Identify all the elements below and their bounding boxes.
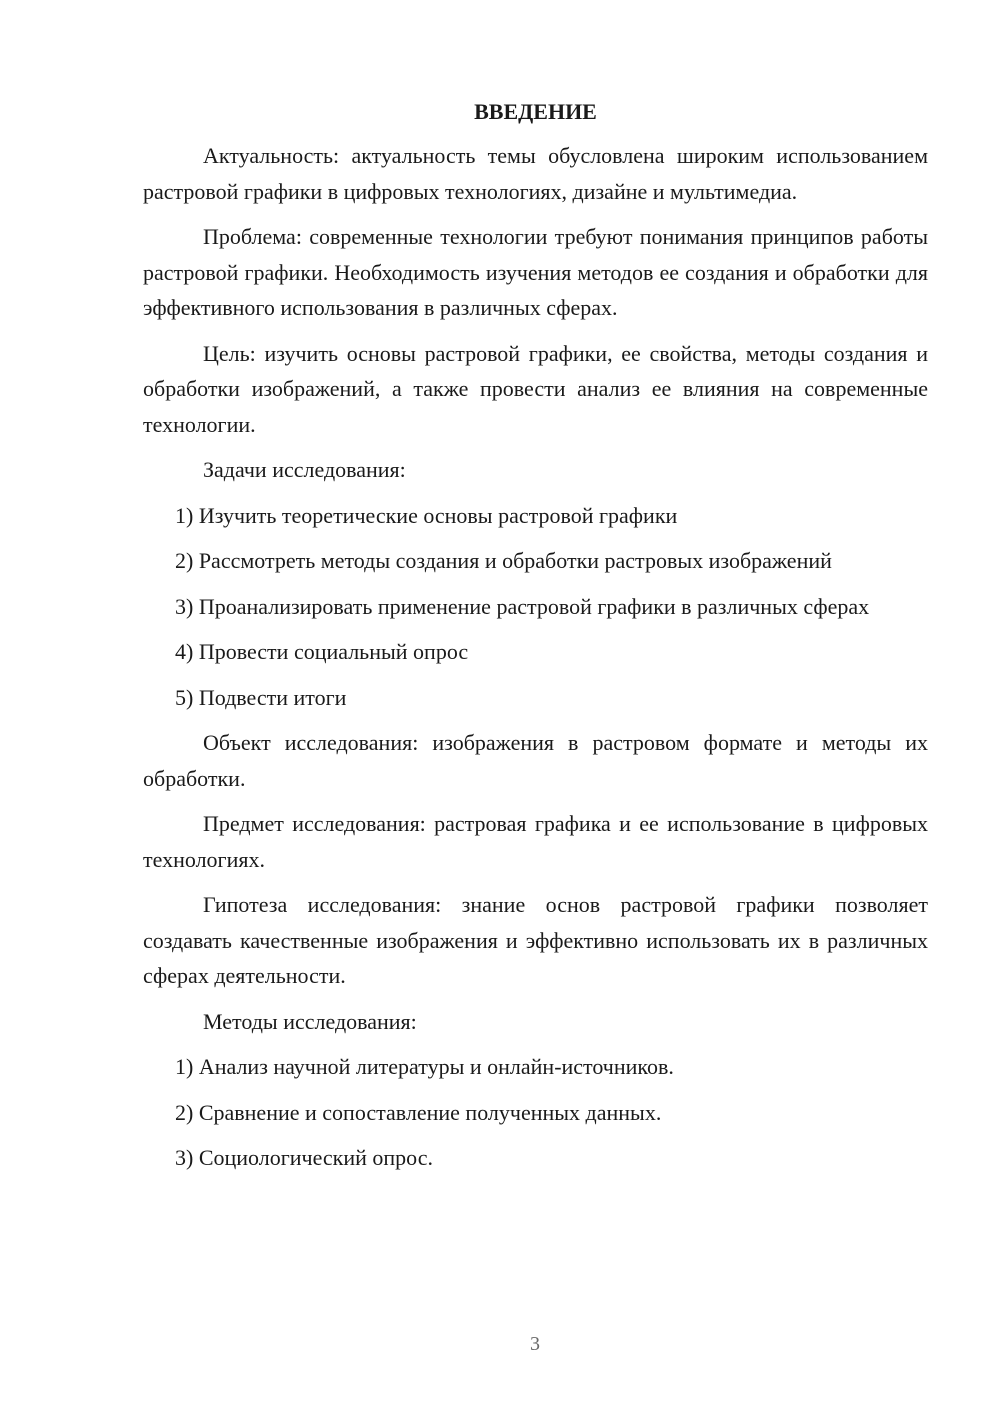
paragraph-relevance: Актуальность: актуальность темы обусловлена широким использованием растровой графики в цифровых технологиях, дизайне и мультимедиа. xyxy=(143,143,928,204)
page-number: 3 xyxy=(530,1333,540,1355)
list-item-task-1: 1) Изучить теоретические основы растровой графики xyxy=(175,502,678,528)
paragraph-object: Объект исследования: изображения в растровом формате и методы их обработки. xyxy=(143,730,928,791)
page-title: ВВЕДЕНИЕ xyxy=(474,99,597,124)
list-item-task-2: 2) Рассмотреть методы создания и обработки растровых изображений xyxy=(175,548,832,573)
tasks-title: Задачи исследования: xyxy=(203,457,406,482)
list-item-task-3: 3) Проанализировать применение растровой графики в различных сферах xyxy=(175,593,870,619)
list-item-method-2: 2) Сравнение и сопоставление полученных данных. xyxy=(175,1099,662,1125)
paragraph-goal: Цель: изучить основы растровой графики, ее свойства, методы создания и обработки изображений, а также провести анализ ее влияния на современные технологии. xyxy=(143,340,928,437)
paragraph-hypothesis: Гипотеза исследования: знание основ растровой графики позволяет создавать качественные изображения и эффективно использовать их в различных сферах деятельности. xyxy=(143,892,928,988)
list-item-task-5: 5) Подвести итоги xyxy=(175,684,347,710)
list-item-task-4: 4) Провести социальный опрос xyxy=(175,639,469,664)
list-item-method-1: 1) Анализ научной литературы и онлайн-источников. xyxy=(175,1054,674,1079)
paragraph-problem: Проблема: современные технологии требуют понимания принципов работы растровой графики. Необходимость изучения методов ее создания и обработки для эффективного использования в различных сферах. xyxy=(143,224,928,320)
document-body xyxy=(143,96,928,1186)
paragraph-subject: Предмет исследования: растровая графика и ее использование в цифровых технологиях. xyxy=(143,811,928,872)
list-item-method-3: 3) Социологический опрос. xyxy=(175,1145,433,1170)
methods-title: Методы исследования: xyxy=(203,1008,417,1034)
